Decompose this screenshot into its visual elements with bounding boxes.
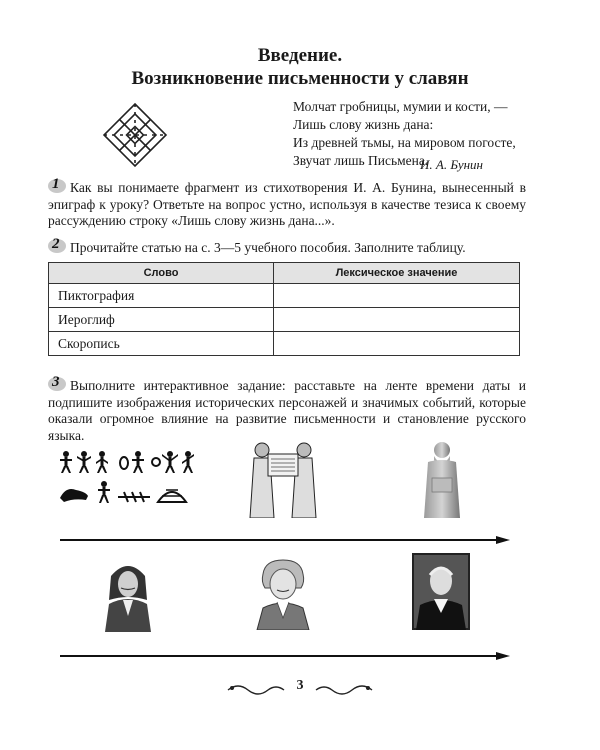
epigraph-line: Звучат лишь Письмена. <box>293 153 429 168</box>
table-cell-word: Пиктография <box>49 284 274 308</box>
task-1 <box>48 178 526 230</box>
pictogram-image[interactable] <box>58 448 208 506</box>
page-number: 3 <box>296 678 304 693</box>
epigraph-author: И. А. Бунин <box>420 157 484 172</box>
stick-figure-icon <box>60 451 72 473</box>
task-number-badge <box>48 178 66 194</box>
task-number: 1 <box>52 176 60 192</box>
table-row <box>49 308 520 332</box>
task-number-badge <box>48 376 66 392</box>
table-cell-meaning[interactable] <box>274 308 520 332</box>
knot-ornament-icon <box>100 100 170 170</box>
task-2 <box>48 238 526 257</box>
portrait-karamzin[interactable] <box>412 553 470 630</box>
portrait-peter-the-great[interactable] <box>103 560 153 632</box>
saints-cyril-methodius-icon[interactable] <box>248 440 318 518</box>
table-cell-word: Скоропись <box>49 332 274 356</box>
chapter-subtitle: Возникновение письменности у славян <box>131 68 469 89</box>
task-number-badge <box>48 238 66 254</box>
table-cell-meaning[interactable] <box>274 332 520 356</box>
epigraph-line: Из древней тьмы, на мировом погосте, <box>293 135 516 150</box>
timeline-arrow[interactable] <box>60 535 510 545</box>
statue-image[interactable] <box>418 440 466 518</box>
table-header-row <box>49 263 520 284</box>
task-text: Выполните интерактивное задание: расставьте на ленте времени даты и подпишите изображения исторических персонажей и значимых событий, которые оказали огромное влияние на развитие письменности и становление русского языка. <box>48 378 526 443</box>
table-header: Слово <box>49 263 274 284</box>
task-text: Прочитайте статью на с. 3—5 учебного пособия. Заполните таблицу. <box>70 240 466 255</box>
table-cell-word: Иероглиф <box>49 308 274 332</box>
epigraph <box>293 98 538 170</box>
timeline-arrow[interactable] <box>60 651 510 661</box>
flourish-right-icon <box>314 684 374 696</box>
epigraph-line: Молчат гробницы, мумии и кости, — <box>293 99 508 114</box>
task-text: Как вы понимаете фрагмент из стихотворения И. А. Бунина, вынесенный в эпиграф к уроку? Ответьте на вопрос устно, используя в качестве тезиса к своему рассуждению строку «Лишь слову жизнь дана...». <box>48 180 526 228</box>
table-cell-meaning[interactable] <box>274 284 520 308</box>
table-row <box>49 332 520 356</box>
table-row <box>49 284 520 308</box>
lexical-table <box>48 262 520 356</box>
task-3 <box>48 376 526 444</box>
task-number: 2 <box>52 236 60 252</box>
task-number: 3 <box>52 374 60 390</box>
portrait-lomonosov[interactable] <box>255 558 311 630</box>
chapter-title: Введение. <box>257 45 343 66</box>
table-header: Лексическое значение <box>274 263 520 284</box>
epigraph-line: Лишь слову жизнь дана: <box>293 117 434 132</box>
